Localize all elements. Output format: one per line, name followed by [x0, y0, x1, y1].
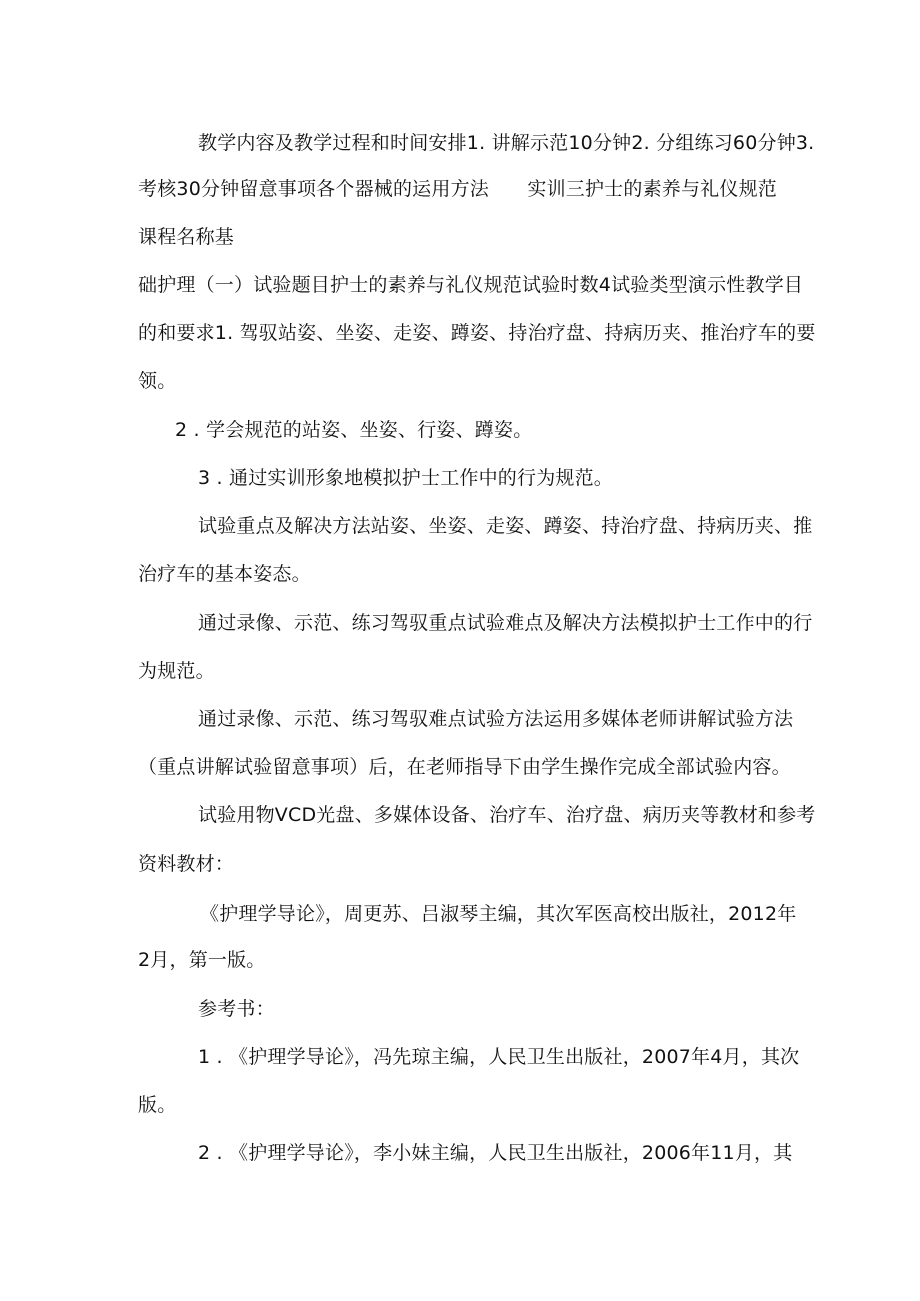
text-line: 《护理学导论》，周更苏、吕淑琴主编，其次军医高校出版社，2012年: [200, 903, 797, 925]
text-line: （重点讲解试验留意事项）后，在老师指导下由学生操作完成全部试验内容。: [138, 756, 791, 778]
text-line: 版。: [138, 1094, 177, 1116]
text-line: 试验用物VCD光盘、多媒体设备、治疗车、治疗盘、病历夹等教材和参考: [198, 804, 816, 826]
text-line: 资料教材：: [138, 853, 235, 875]
text-line: 3 . 通过实训形象地模拟护士工作中的行为规范。: [198, 467, 614, 489]
text-line: 的和要求1. 驾驭站姿、坐姿、走姿、蹲姿、持治疗盘、持病历夹、推治疗车的要: [138, 322, 816, 344]
text-line: 为规范。: [138, 660, 215, 682]
text-line: 治疗车的基本姿态。: [138, 563, 311, 585]
text-line: 1 . 《护理学导论》，冯先琼主编，人民卫生出版社，2007年4月，其次: [198, 1046, 800, 1068]
text-line: 2 . 学会规范的站姿、坐姿、行姿、蹲姿。: [175, 419, 533, 441]
text-line: 通过录像、示范、练习驾驭重点试验难点及解决方法模拟护士工作中的行: [198, 612, 813, 634]
text-line: 考核30分钟留意事项各个器械的运用方法 实训三护士的素养与礼仪规范: [138, 178, 777, 200]
text-line: 课程名称基: [138, 226, 235, 248]
text-line: 参考书：: [198, 998, 275, 1020]
text-line: 教学内容及教学过程和时间安排1. 讲解示范10分钟2. 分组练习60分钟3.: [198, 132, 815, 154]
text-line: 2月，第一版。: [138, 949, 266, 971]
text-line: 2 . 《护理学导论》，李小妹主编，人民卫生出版社，2006年11月，其: [198, 1142, 793, 1164]
text-line: 通过录像、示范、练习驾驭难点试验方法运用多媒体老师讲解试验方法: [198, 708, 794, 730]
text-line: 试验重点及解决方法站姿、坐姿、走姿、蹲姿、持治疗盘、持病历夹、推: [198, 515, 813, 537]
text-line: 领。: [138, 370, 177, 392]
text-line: 础护理（一）试验题目护士的素养与礼仪规范试验时数4试验类型演示性教学目: [138, 274, 804, 296]
